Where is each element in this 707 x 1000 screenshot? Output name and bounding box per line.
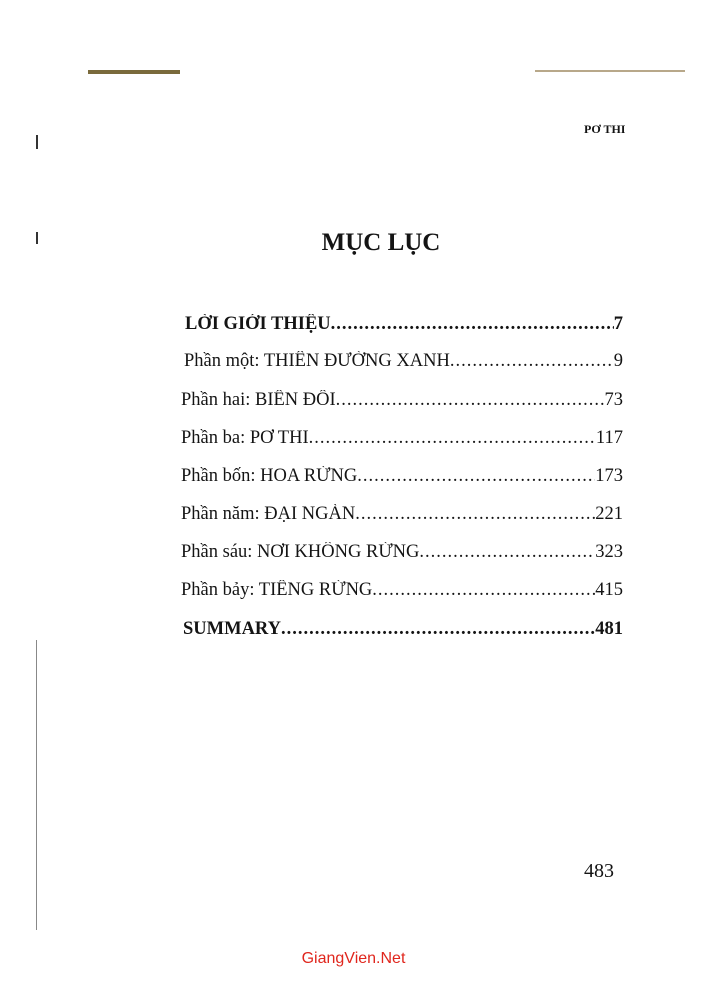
toc-entry [181, 428, 623, 449]
toc-entry [183, 619, 623, 640]
dot-leader [281, 619, 595, 640]
scan-artifact [36, 135, 38, 149]
toc-entry [185, 314, 623, 335]
toc-entry [181, 390, 623, 411]
toc-page: 173 [595, 466, 623, 486]
toc-page: 323 [595, 542, 623, 562]
toc-entry [181, 504, 623, 525]
toc-label: Phần một: THIÊN ĐƯỜNG XANH [184, 351, 450, 371]
toc-entry [181, 466, 623, 487]
toc-label: Phần ba: PƠ THI [181, 428, 309, 448]
page-number: 483 [584, 860, 614, 882]
dot-leader [419, 542, 595, 563]
scan-artifact [36, 640, 37, 930]
dot-leader [357, 466, 595, 487]
dot-leader [355, 504, 595, 525]
toc-page: 415 [595, 580, 623, 600]
toc-page: 481 [595, 619, 623, 639]
toc-label: SUMMARY [183, 619, 282, 639]
page-title: MỤC LỤC [321, 229, 441, 256]
dot-leader [309, 428, 596, 449]
running-head: PƠ THI [584, 122, 626, 136]
toc-page: 73 [604, 390, 623, 410]
dot-leader [372, 580, 595, 601]
toc-page: 221 [595, 504, 623, 524]
dot-leader [450, 351, 614, 372]
toc-label: Phần sáu: NƠI KHÔNG RỪNG [181, 542, 420, 562]
watermark: GiangVien.Net [301, 950, 406, 967]
toc-label: LỜI GIỚI THIỆU [185, 314, 331, 334]
toc-page: 9 [613, 351, 623, 371]
scan-artifact [88, 70, 180, 74]
toc-entry [181, 580, 623, 601]
toc-entry [184, 351, 623, 372]
toc-label: Phần hai: BIẾN ĐỔI [181, 390, 336, 410]
toc-page: 7 [613, 314, 623, 334]
dot-leader [331, 314, 614, 335]
toc-entry [181, 542, 623, 563]
toc-label: Phần bảy: TIẾNG RỪNG [181, 580, 373, 600]
dot-leader [336, 390, 605, 411]
toc-label: Phần năm: ĐẠI NGÀN [181, 504, 356, 524]
toc-page: 117 [595, 428, 623, 448]
toc-label: Phần bốn: HOA RỪNG [181, 466, 358, 486]
scan-artifact [535, 70, 685, 72]
